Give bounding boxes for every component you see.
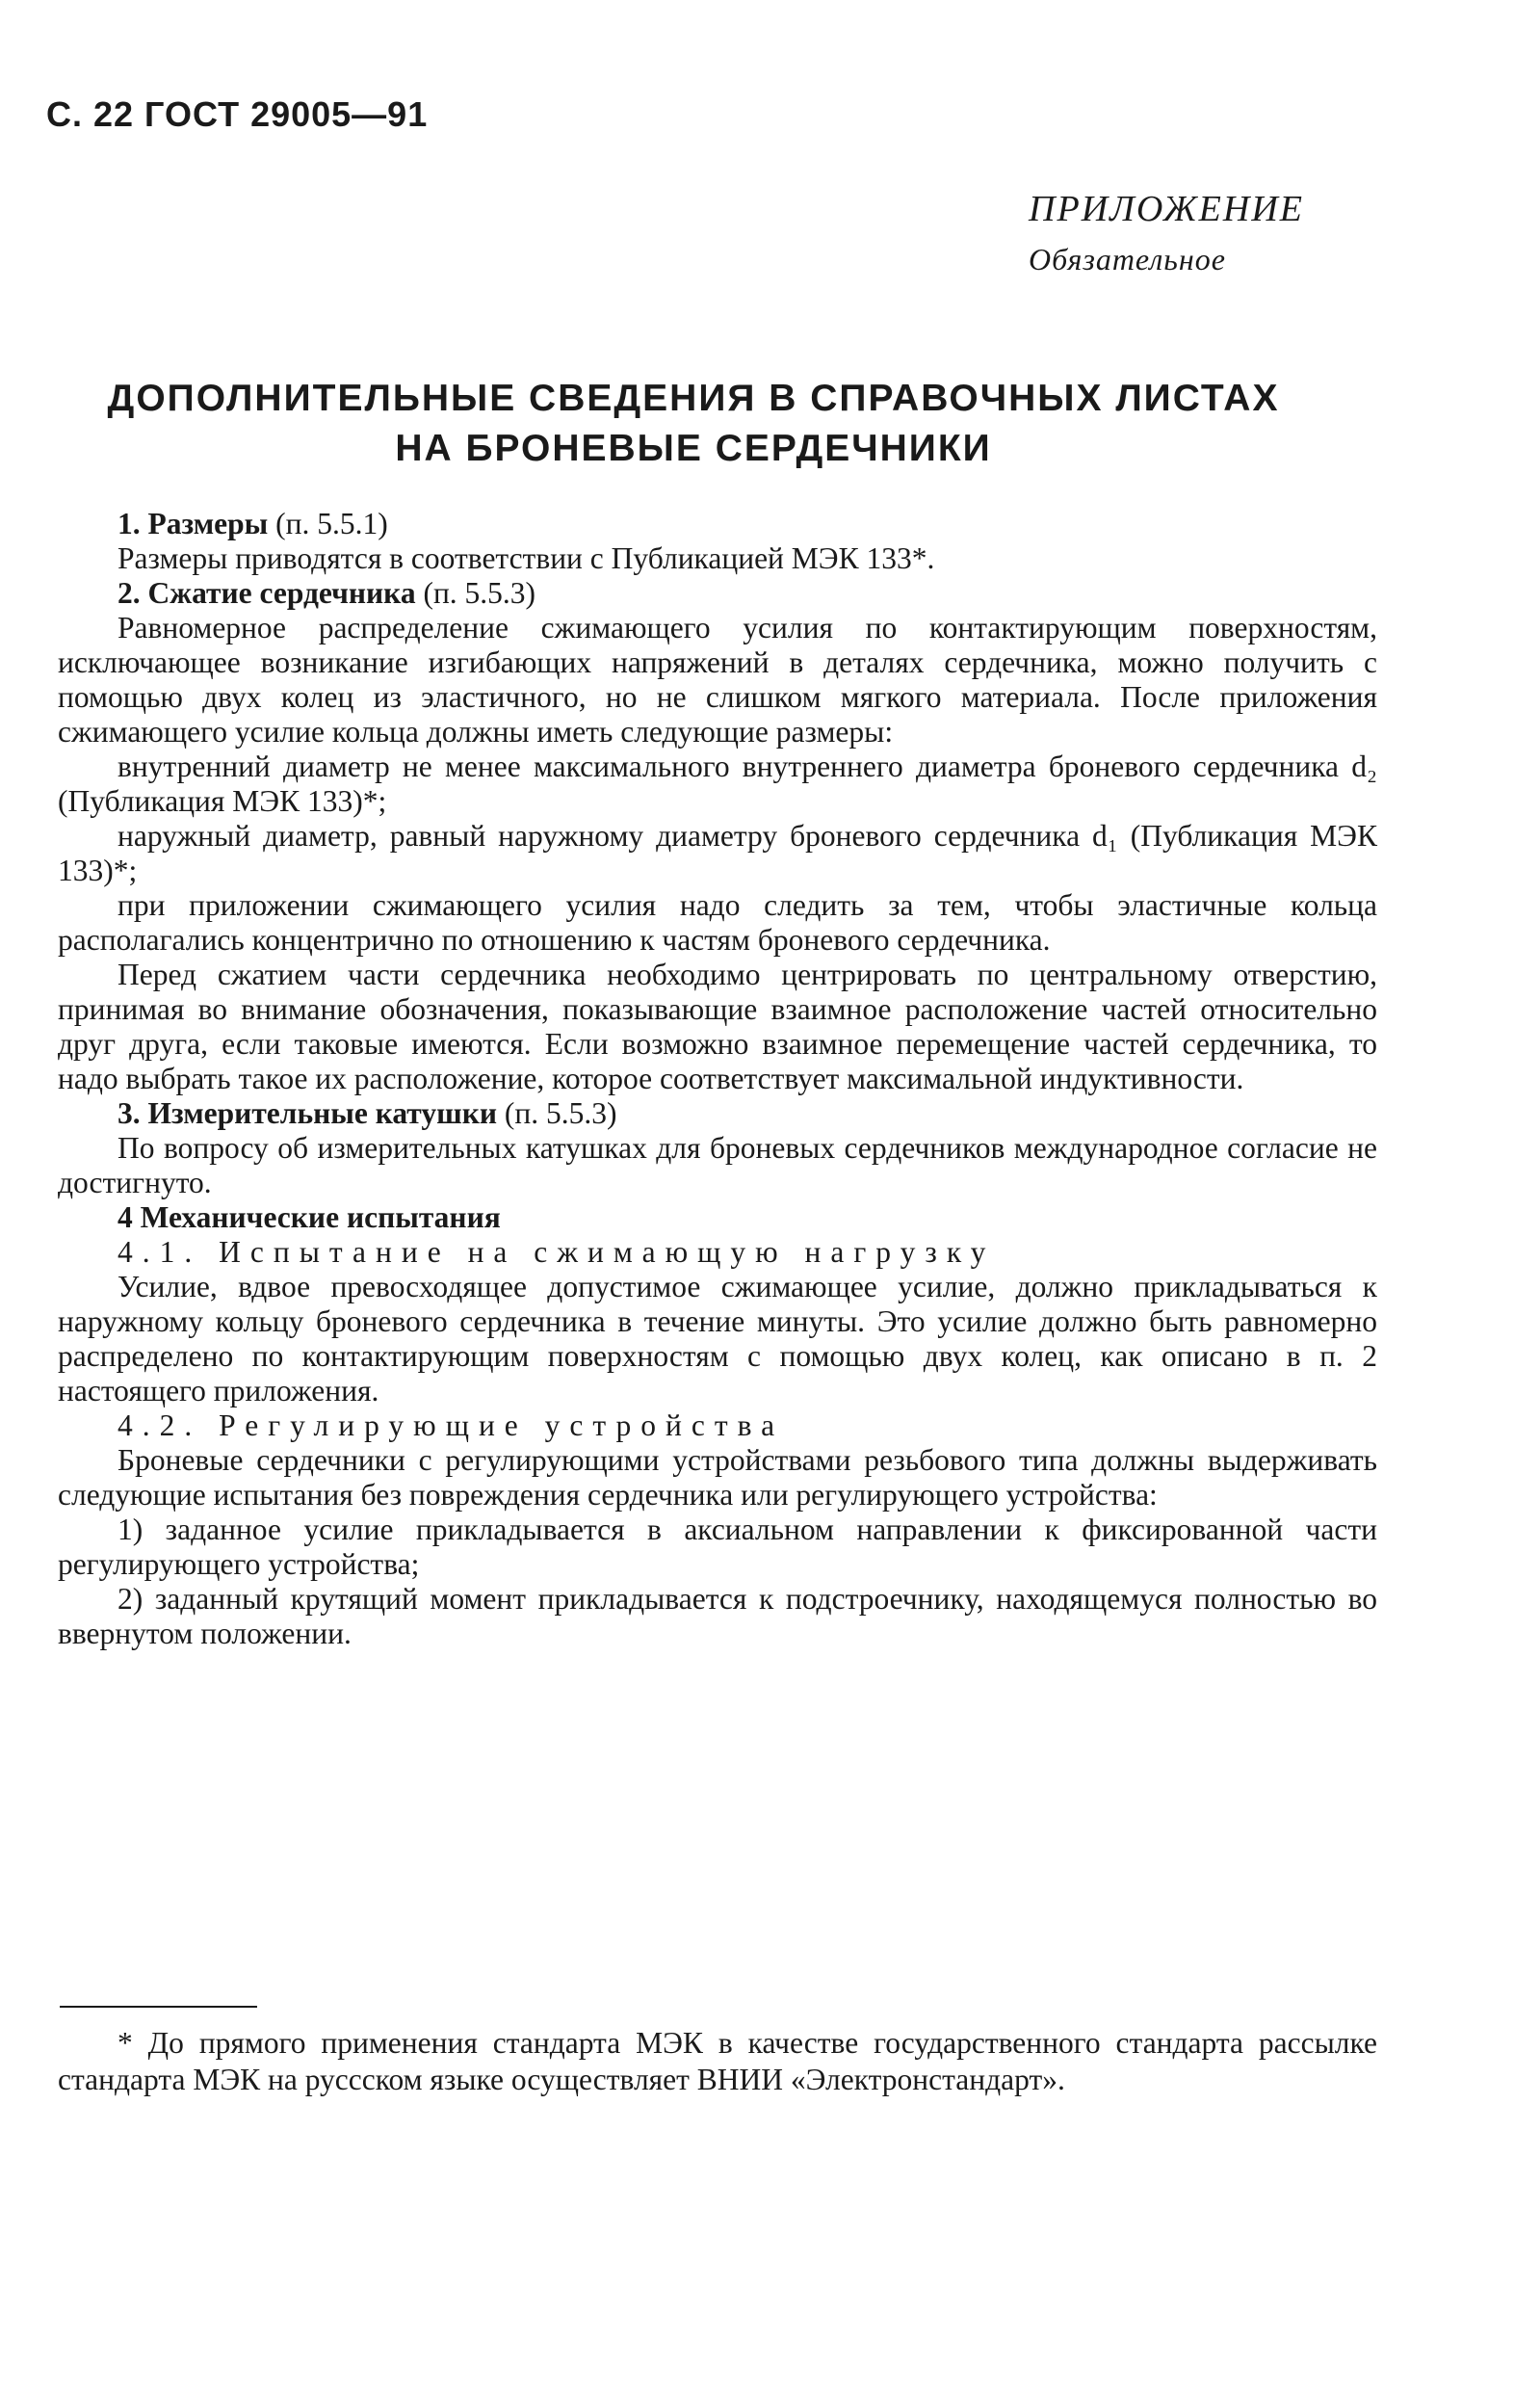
section-2-heading: 2. Сжатие сердечника (п. 5.5.3)	[117, 576, 536, 610]
section-2-paragraph-2: внутренний диаметр не менее максимального внутреннего диаметра броневого сердечника d₂ (Публикация МЭК 133)*;	[58, 750, 1377, 818]
section-4-heading: 4 Механические испытания	[117, 1200, 501, 1234]
footnote-divider	[60, 2006, 257, 2008]
section-2-paragraph-4: при приложении сжимающего усилия надо следить за тем, чтобы эластичные кольца располагались концентрично по отношению к частям броневого сердечника.	[58, 888, 1377, 957]
section-4-2-heading: 4.2. Регулирующие устройства	[117, 1408, 785, 1442]
section-4-1-text: Усилие, вдвое превосходящее допустимое сжимающее усилие, должно прикладываться к наружному кольцу броневого сердечника в течение минуты. Это усилие должно быть равномерно распределено по контактирующим поверхностям с помощью двух колец, как описано в п. 2 настоящего приложения.	[58, 1270, 1377, 1407]
section-4-2-item-2: 2) заданный крутящий момент прикладывается к подстроечнику, находящемуся полностью во ввернутом положении.	[58, 1582, 1377, 1650]
appendix-label	[1029, 188, 1304, 277]
document-body	[58, 507, 1377, 1651]
document-title-line2: НА БРОНЕВЫЕ СЕРДЕЧНИКИ	[395, 428, 992, 469]
section-1-heading: 1. Размеры (п. 5.5.1)	[117, 507, 388, 540]
appendix-subtitle: Обязательное	[1029, 242, 1226, 276]
footnote	[58, 2025, 1377, 2098]
section-1-text: Размеры приводятся в соответствии с Публикацией МЭК 133*.	[117, 541, 935, 575]
section-4-1-heading: 4.1. Испытание на сжимающую нагрузку	[117, 1235, 996, 1269]
footnote-text: * До прямого применения стандарта МЭК в качестве государственного стандарта рассылке стандарта МЭК на руссском языке осуществляет ВНИИ «Электронстандарт».	[58, 2026, 1377, 2096]
section-4-2-text: Броневые сердечники с регулирующими устройствами резьбового типа должны выдерживать следующие испытания без повреждения сердечника или регулирующего устройства:	[58, 1443, 1377, 1512]
page-header: С. 22 ГОСТ 29005—91	[46, 94, 429, 134]
section-3-heading: 3. Измерительные катушки (п. 5.5.3)	[117, 1096, 617, 1130]
document-title	[96, 374, 1291, 474]
section-2-paragraph-5: Перед сжатием части сердечника необходимо центрировать по центральному отверстию, принимая во внимание обозначения, показывающие взаимное расположение частей относительно друг друга, если таковые имеются. Если возможно взаимное перемещение частей сердечника, то надо выбрать такое их расположение, которое соответствует максимальной индуктивности.	[58, 958, 1377, 1095]
section-2-paragraph-3: наружный диаметр, равный наружному диаметру броневого сердечника d₁ (Публикация МЭК 133)*;	[58, 819, 1377, 887]
section-3-text: По вопросу об измерительных катушках для броневых сердечников международное согласие не достигнуто.	[58, 1131, 1377, 1199]
section-2-paragraph-1: Равномерное распределение сжимающего усилия по контактирующим поверхностям, исключающее возникание изгибающих напряжений в деталях сердечника, можно получить с помощью двух колец из эластичного, но не слишком мягкого материала. После приложения сжимающего усилие кольца должны иметь следующие размеры:	[58, 611, 1377, 749]
section-4-2-item-1: 1) заданное усилие прикладывается в аксиальном направлении к фиксированной части регулирующего устройства;	[58, 1513, 1377, 1581]
document-title-line1: ДОПОЛНИТЕЛЬНЫЕ СВЕДЕНИЯ В СПРАВОЧНЫХ ЛИСТАХ	[107, 378, 1280, 419]
appendix-title: ПРИЛОЖЕНИЕ	[1029, 189, 1304, 229]
